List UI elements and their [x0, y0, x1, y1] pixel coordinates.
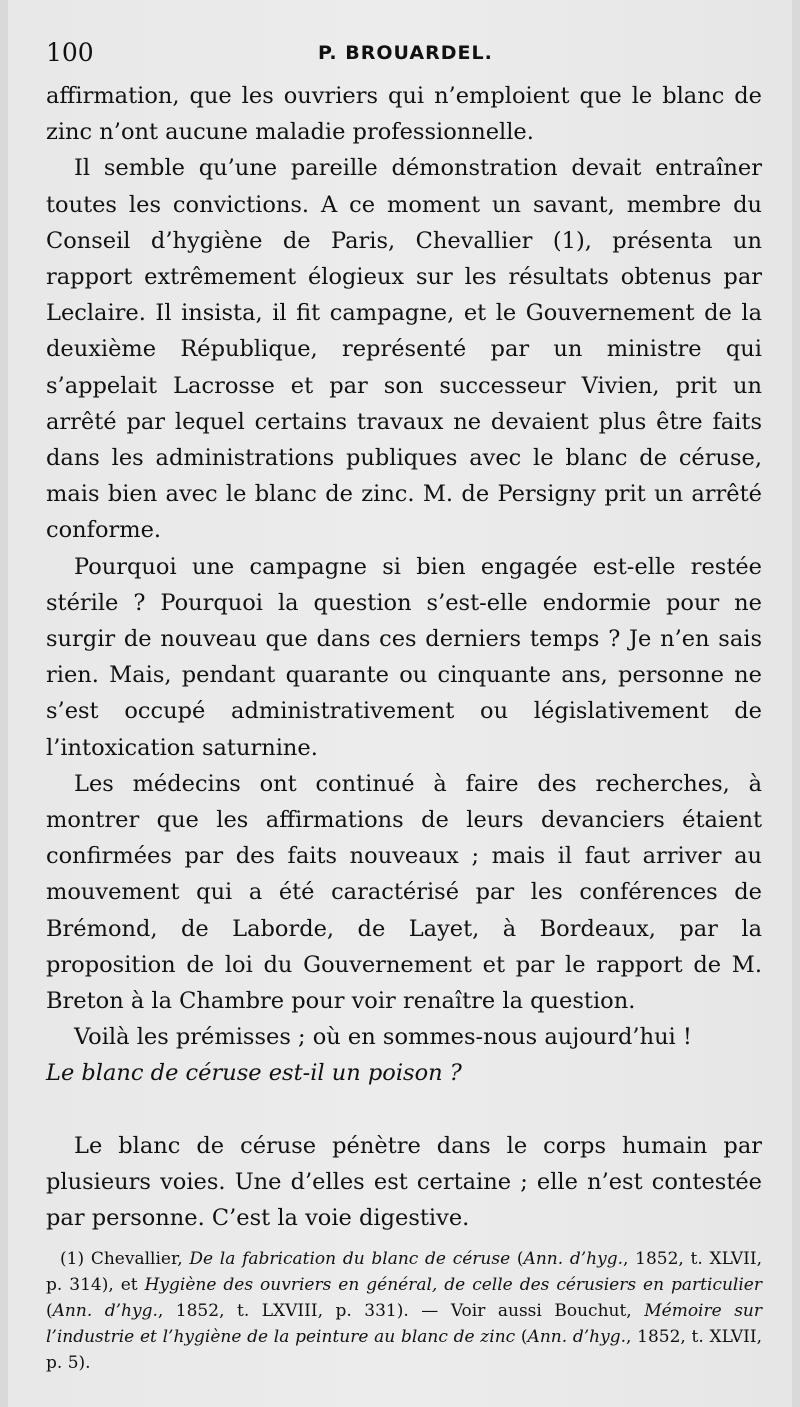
page-number: 100: [46, 38, 94, 67]
footnote-ref-open: (: [510, 1249, 524, 1269]
page-header: [46, 38, 746, 74]
footnote-marker: (1) Chevallier,: [60, 1249, 190, 1269]
paragraph-voies: Le blanc de céruse pénètre dans le corps humain par plusieurs voies. Une d’elles est certaine ; elle n’est contestée par personne. C’est la voie digestive.: [46, 1132, 762, 1232]
footnote-journal-2: Ann. d’hyg.: [52, 1301, 158, 1321]
footnote-ref-open: (: [515, 1327, 528, 1347]
footnote-ref-3: , 1852, t. XLVII, p. 5).: [46, 1327, 763, 1373]
footnote-text: [46, 1246, 762, 1376]
book-page: [8, 0, 792, 1407]
footnote-title-1: De la fabrication du blanc de céruse: [189, 1249, 511, 1269]
running-head: P. BROUARDEL.: [318, 42, 493, 64]
footnote-ref-open: (: [46, 1301, 53, 1321]
main-text: [46, 78, 762, 1236]
footnote-ref-1: , 1852, t. XLVII, p. 314), et: [46, 1249, 763, 1295]
paragraph-premisses: Voilà les prémisses ; où en sommes-nous aujourd’hui !: [74, 1024, 692, 1051]
footnote-title-3: Mémoire sur l’industrie et l’hygiène de la peinture au blanc de zinc: [46, 1301, 763, 1347]
paragraph-campagne: Pourquoi une campagne si bien engagée est-elle restée stérile ? Pourquoi la question s’est-elle endormie pour ne surgir de nouveau que dans ces derniers temps ? Je n’en sais rien. Mais, pendant quarante ou cinquante ans, personne ne s’est occupé administrativement ou législativement de l’intoxication saturnine.: [46, 553, 762, 761]
paragraph-medecins: Les médecins ont continué à faire des recherches, à montrer que les affirmations de leurs devanciers étaient confirmées par des faits nouveaux ; mais il faut arriver au mouvement qui a été caractérisé par les conférences de Brémond, de Laborde, de Layet, à Bordeaux, par la proposition de loi du Gouvernement et par le rapport de M. Breton à la Chambre pour voir renaître la question.: [46, 770, 762, 1015]
footnote-ref-2: , 1852, t. LXVIII, p. 331). — Voir aussi Bouchut,: [157, 1301, 645, 1321]
paragraph-chevallier: Il semble qu’une pareille démonstration devait entraîner toutes les convictions. A ce moment un savant, membre du Conseil d’hygiène de Paris, Chevallier (1), présenta un rapport extrêmement élogieux sur les résultats obtenus par Leclaire. Il insista, il fit campagne, et le Gouvernement de la deuxième République, représenté par un ministre qui s’appelait Lacrosse et par son successeur Vivien, prit un arrêté par lequel certains travaux ne devaient plus être faits dans les administrations publiques avec le blanc de céruse, mais bien avec le blanc de zinc. M. de Persigny prit un arrêté conforme.: [46, 155, 762, 544]
footnote-journal-1: Ann. d’hyg.: [523, 1249, 623, 1269]
paragraph-continuation: affirmation, que les ouvriers qui n’emploient que le blanc de zinc n’ont aucune maladie professionnelle.: [46, 83, 762, 146]
section-question: Le blanc de céruse est-il un poison ?: [46, 1060, 462, 1087]
footnote-title-2: Hygiène des ouvriers en général, de celle des cérusiers en particulier: [144, 1275, 762, 1295]
footnote: [46, 1246, 762, 1376]
footnote-journal-3: Ann. d’hyg.: [527, 1327, 626, 1347]
